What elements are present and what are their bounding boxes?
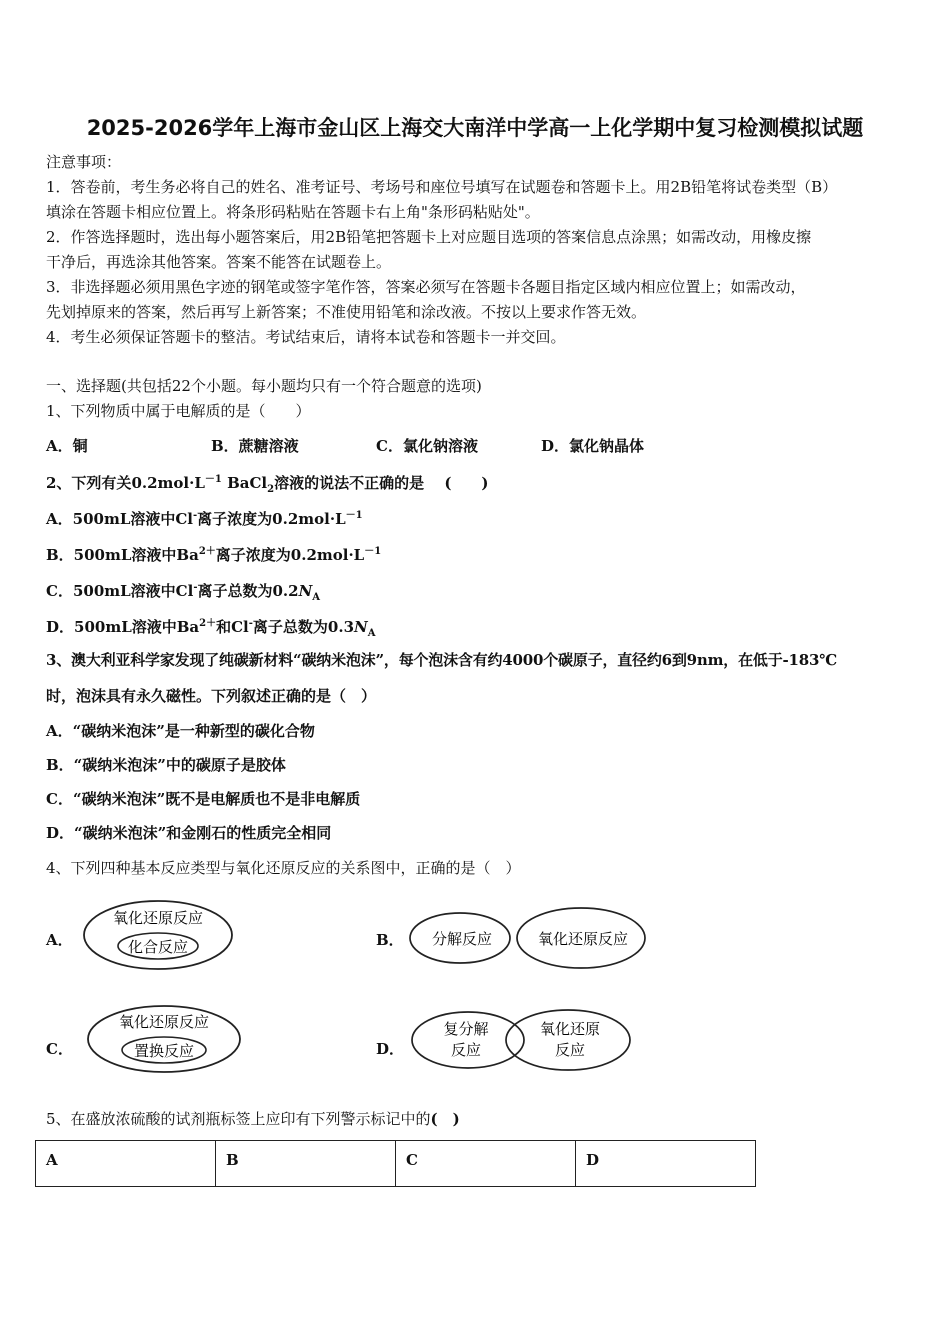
q2c-sub: A: [312, 592, 321, 603]
q3-option-c: C．“碳纳米泡沫”既不是电解质也不是非电解质: [46, 790, 361, 808]
q2c-symbol: N: [298, 582, 313, 600]
q5-cell-c: C: [396, 1141, 576, 1187]
q1-option-a: A．铜: [46, 437, 88, 455]
q2b-text: 离子浓度为0.2mol·L: [215, 546, 365, 564]
q4-diagram-b: [406, 906, 652, 972]
q2c-text: C．500mL溶液中Cl: [46, 582, 194, 600]
question-4-stem: 4、下列四种基本反应类型与氧化还原反应的关系图中，正确的是（ ）: [46, 859, 521, 877]
diagram-d-left-label-1: 复分解: [443, 1020, 489, 1038]
q2a-text: A．500mL溶液中Cl: [46, 510, 194, 528]
q2-option-a: [46, 506, 363, 529]
table-row: [36, 1141, 756, 1187]
q2-option-b: [46, 542, 381, 565]
q5-cell-d: D: [576, 1141, 756, 1187]
q1-option-c: C．氯化钠溶液: [376, 437, 478, 455]
diagram-b-right-label: 氧化还原反应: [537, 930, 629, 948]
diagram-a-outer-label: 氧化还原反应: [112, 909, 204, 927]
q2-stem-part: 2、下列有关0.2mol·L: [46, 474, 205, 492]
q2d-sup: -: [248, 618, 253, 629]
q2d-text: 离子总数为0.3: [252, 618, 355, 636]
q2a-sup: －1: [345, 510, 363, 521]
q3-option-d: D．“碳纳米泡沫”和金刚石的性质完全相同: [46, 824, 332, 842]
q4-label-c: C．: [46, 1040, 73, 1058]
q5-cell-a: A: [36, 1141, 216, 1187]
q4-diagram-a: [80, 898, 240, 976]
q3-option-b: B．“碳纳米泡沫”中的碳原子是胶体: [46, 756, 286, 774]
q2b-sup: －1: [364, 546, 382, 557]
q2-option-c: [46, 578, 320, 608]
page-title: 2025-2026学年上海市金山区上海交大南洋中学高一上化学期中复习检测模拟试题: [86, 116, 864, 140]
diagram-a-inner-label: 化合反应: [127, 938, 189, 956]
diagram-d-right-label-1: 氧化还原: [539, 1020, 601, 1038]
question-2-stem: [46, 470, 489, 500]
diagram-c-outer-label: 氧化还原反应: [118, 1013, 210, 1031]
q4-label-d: D．: [376, 1040, 405, 1058]
diagram-d-right-label-2: 反应: [554, 1041, 586, 1059]
q5-stem-paren: ( ): [430, 1110, 460, 1128]
diagram-c-inner-label: 置换反应: [133, 1042, 195, 1060]
q2c-text: 离子总数为0.2: [197, 582, 299, 600]
diagram-b-left-label: 分解反应: [431, 930, 493, 948]
notice-line: 2．作答选择题时，选出每小题答案后，用2B铅笔把答题卡上对应题目选项的答案信息点涂黑；如需改动，用橡皮擦: [46, 228, 812, 246]
q2-option-d: [46, 614, 376, 644]
q2d-sup: 2＋: [199, 618, 217, 629]
q2-stem-part: BaCl: [221, 474, 268, 492]
q1-option-b: B．蔗糖溶液: [211, 437, 299, 455]
q3-option-a: A．“碳纳米泡沫”是一种新型的碳化合物: [46, 722, 315, 740]
q2b-text: B．500mL溶液中Ba: [46, 546, 199, 564]
q5-options-table: [35, 1140, 756, 1187]
notice-line: 4．考生必须保证答题卡的整洁。考试结束后，请将本试卷和答题卡一并交回。: [46, 328, 566, 346]
diagram-d-left-label-2: 反应: [450, 1041, 482, 1059]
question-1-stem: 1、下列物质中属于电解质的是（ ）: [46, 402, 311, 420]
question-5-stem: [46, 1109, 460, 1129]
q1-option-d: D．氯化钠晶体: [541, 437, 645, 455]
notice-line: 1．答卷前，考生务必将自己的姓名、准考证号、考场号和座位号填写在试题卷和答题卡上。用2B铅笔将试卷类型（B）: [46, 178, 838, 196]
notice-line: 填涂在答题卡相应位置上。将条形码粘贴在答题卡右上角"条形码粘贴处"。: [46, 203, 540, 221]
q2a-sup: -: [193, 510, 198, 521]
q2-stem-sub: 2: [267, 484, 275, 495]
notice-line: 先划掉原来的答案，然后再写上新答案；不准使用铅笔和涂改液。不按以上要求作答无效。: [46, 303, 647, 321]
q2d-symbol: N: [354, 618, 368, 636]
q2b-sup: 2＋: [198, 546, 216, 557]
q4-label-a: A．: [46, 931, 73, 949]
question-3-stem-line1: 3、澳大利亚科学家发现了纯碳新材料“碳纳米泡沫”，每个泡沫含有约4000个碳原子，直径约6到9nm，在低于-183℃: [46, 651, 838, 669]
q2d-text: 和Cl: [216, 618, 249, 636]
q2d-text: D．500mL溶液中Ba: [46, 618, 200, 636]
q5-cell-b: B: [216, 1141, 396, 1187]
notice-heading: 注意事项：: [46, 153, 122, 171]
notice-line: 3．非选择题必须用黑色字迹的钢笔或签字笔作答，答案必须写在答题卡各题目指定区域内相应位置上；如需改动，: [46, 278, 806, 296]
q2d-sub: A: [367, 628, 376, 639]
q2-stem-sup: －1: [204, 474, 222, 485]
q4-diagram-d: [408, 1008, 638, 1074]
section-heading: 一、选择题(共包括22个小题。每小题均只有一个符合题意的选项): [46, 377, 482, 395]
q2a-text: 离子浓度为0.2mol·L: [197, 510, 346, 528]
question-3-stem-line2: 时，泡沫具有永久磁性。下列叙述正确的是（ ）: [46, 687, 377, 705]
notice-line: 干净后，再选涂其他答案。答案不能答在试题卷上。: [46, 253, 392, 271]
q2c-sup: -: [193, 582, 198, 593]
q5-stem-text: 5、在盛放浓硫酸的试剂瓶标签上应印有下列警示标记中的: [46, 1110, 431, 1128]
q4-label-b: B．: [376, 931, 404, 949]
q4-diagram-c: [84, 1003, 246, 1077]
q2-stem-part: 溶液的说法不正确的是 ( ): [274, 474, 489, 492]
